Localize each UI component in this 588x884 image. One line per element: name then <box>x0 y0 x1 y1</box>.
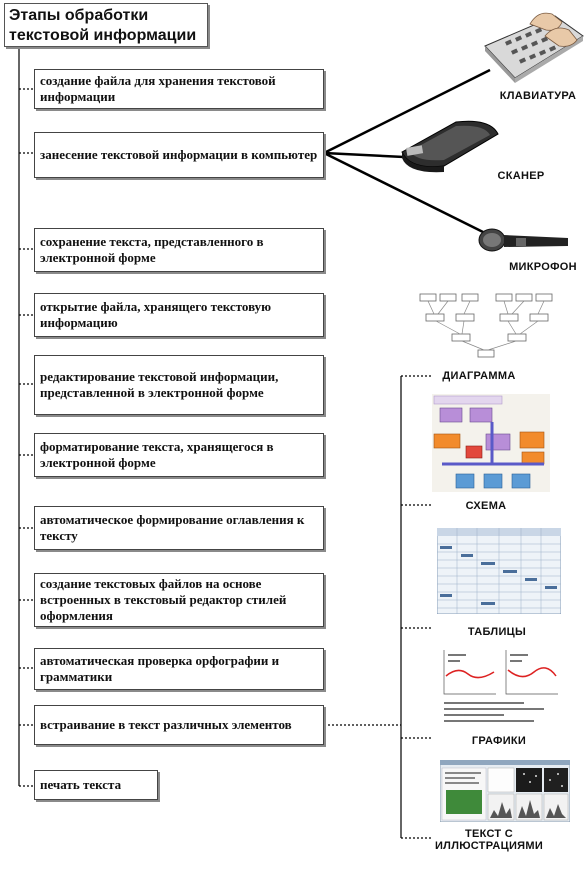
step-label: создание текстовых файлов на основе встроенных в текстовый редактор стилей оформления <box>40 576 287 623</box>
diagram-thumbnail <box>412 290 562 362</box>
element-label-diagram: ДИАГРАММА <box>442 370 516 382</box>
step-print <box>34 770 158 800</box>
step-label: открытие файла, хранящего текстовую информацию <box>40 299 272 330</box>
step-open-file <box>34 293 324 337</box>
element-label-graphs: ГРАФИКИ <box>471 735 527 747</box>
element-label-tables: ТАБЛИЦЫ <box>467 626 527 638</box>
step-edit-text <box>34 355 324 415</box>
device-label-scanner: СКАНЕР <box>497 170 545 182</box>
step-spellcheck <box>34 648 324 690</box>
step-input-text <box>34 132 324 178</box>
scanner-icon <box>398 118 502 176</box>
step-label: печать текста <box>40 777 122 792</box>
step-styles <box>34 573 324 627</box>
step-label: автоматическое формирование оглавления к тексту <box>40 512 305 543</box>
step-embed-elements <box>34 705 324 745</box>
device-label-keyboard: КЛАВИАТУРА <box>499 90 577 102</box>
step-label: встраивание в текст различных элементов <box>40 717 292 732</box>
step-label: сохранение текста, представленного в электронной форме <box>40 234 264 265</box>
step-toc <box>34 506 324 550</box>
microphone-icon <box>478 226 572 258</box>
step-label: форматирование текста, хранящегося в электронной форме <box>40 439 274 470</box>
table-thumbnail <box>437 528 561 614</box>
step-create-file <box>34 69 324 109</box>
illustrated-text-thumbnail <box>440 760 570 822</box>
graphs-thumbnail <box>438 646 564 728</box>
step-label: редактирование текстовой информации, представленной в электронной форме <box>40 369 279 400</box>
step-label: автоматическая проверка орфографии и грамматики <box>40 653 280 684</box>
element-label-scheme: СХЕМА <box>465 500 507 512</box>
scheme-thumbnail <box>432 394 550 492</box>
keyboard-icon <box>475 6 585 84</box>
step-format-text <box>34 433 324 477</box>
diagram-title: Этапы обработки текстовой информации <box>4 3 208 47</box>
device-label-microphone: МИКРОФОН <box>509 261 577 273</box>
step-label: занесение текстовой информации в компьютер <box>40 147 318 162</box>
step-label: создание файла для хранения текстовой информации <box>40 73 276 104</box>
step-save-text <box>34 228 324 272</box>
element-label-illustrated-text: ТЕКСТ С ИЛЛЮСТРАЦИЯМИ <box>434 828 544 852</box>
